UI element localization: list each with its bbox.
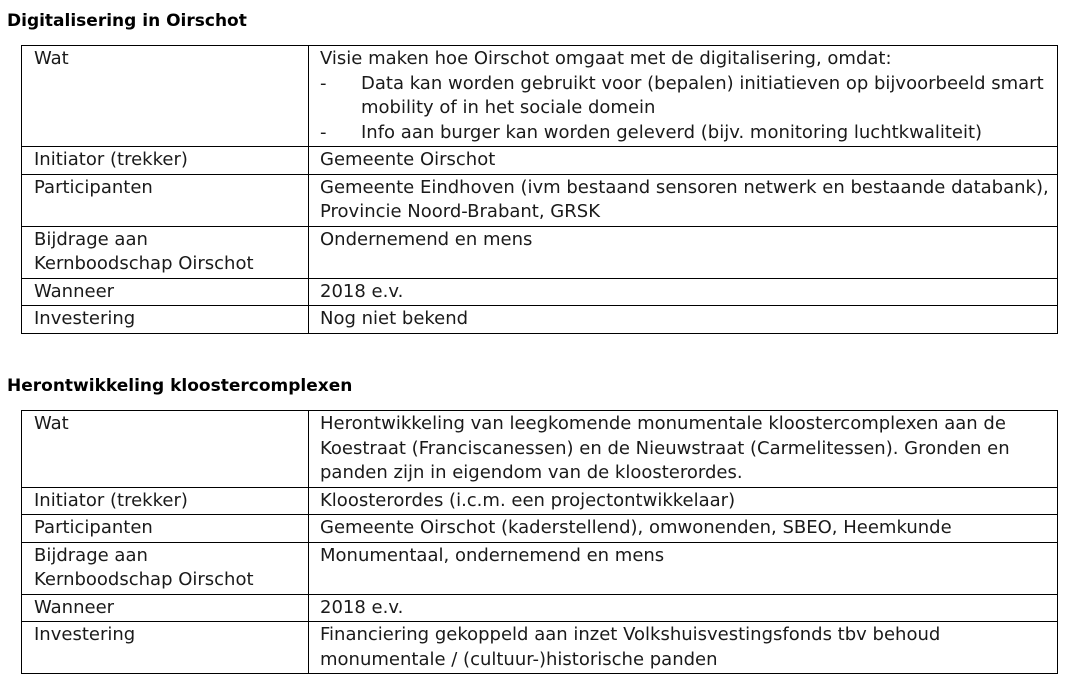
row-label: Wanneer xyxy=(22,594,309,622)
row-label-line: Kernboodschap Oirschot xyxy=(34,569,254,590)
row-value: 2018 e.v. xyxy=(309,278,1058,306)
row-label: Initiator (trekker) xyxy=(22,487,309,515)
row-label-line: Kernboodschap Oirschot xyxy=(34,253,254,274)
table-row-initiator xyxy=(22,487,1058,515)
bullet-dash: - xyxy=(320,121,327,143)
table-row-initiator xyxy=(22,147,1058,175)
table-row-participanten xyxy=(22,515,1058,543)
row-value: Nog niet bekend xyxy=(309,306,1058,334)
row-label xyxy=(22,226,309,278)
bullet-item xyxy=(320,121,1051,146)
table-row-wat xyxy=(22,46,1058,147)
table-row-bijdrage xyxy=(22,226,1058,278)
row-value xyxy=(309,46,1058,147)
row-value: Ondernemend en mens xyxy=(309,226,1058,278)
table-row-wat xyxy=(22,411,1058,488)
bullet-dash: - xyxy=(320,72,327,94)
row-value: 2018 e.v. xyxy=(309,594,1058,622)
row-label: Participanten xyxy=(22,515,309,543)
table-row-bijdrage xyxy=(22,542,1058,594)
table-row-participanten xyxy=(22,174,1058,226)
row-value: Financiering gekoppeld aan inzet Volkshuisvestingsfonds tbv behoud monumentale / (cultuur-)historische panden xyxy=(309,622,1058,674)
row-value: Gemeente Oirschot (kaderstellend), omwonenden, SBEO, Heemkunde xyxy=(309,515,1058,543)
row-label: Wat xyxy=(22,411,309,488)
section-title-digitalisering: Digitalisering in Oirschot xyxy=(7,11,247,31)
bullet-text: Info aan burger kan worden geleverd (bijv. monitoring luchtkwaliteit) xyxy=(361,121,983,143)
wat-intro: Visie maken hoe Oirschot omgaat met de digitalisering, omdat: xyxy=(320,48,892,69)
row-label xyxy=(22,542,309,594)
table-row-wanneer xyxy=(22,594,1058,622)
row-label: Participanten xyxy=(22,174,309,226)
row-label-line: Bijdrage aan xyxy=(34,544,148,566)
row-label: Investering xyxy=(22,306,309,334)
row-value: Gemeente Eindhoven (ivm bestaand sensoren netwerk en bestaande databank), Provincie Noord-Brabant, GRSK xyxy=(309,174,1058,226)
row-value: Gemeente Oirschot xyxy=(309,147,1058,175)
row-label: Initiator (trekker) xyxy=(22,147,309,175)
row-label-line: Bijdrage aan xyxy=(34,228,148,250)
bullet-text: Data kan worden gebruikt voor (bepalen) initiatieven op bijvoorbeeld smart mobility of in het sociale domein xyxy=(361,72,1044,118)
row-value: Herontwikkeling van leegkomende monumentale kloostercomplexen aan de Koestraat (Franciscanessen) en de Nieuwstraat (Carmelitessen). Gronden en panden zijn in eigendom van de kloosterordes. xyxy=(309,411,1058,488)
project-table-herontwikkeling xyxy=(21,410,1058,674)
row-value: Monumentaal, ondernemend en mens xyxy=(309,542,1058,594)
row-value: Kloosterordes (i.c.m. een projectontwikkelaar) xyxy=(309,487,1058,515)
section-title-herontwikkeling: Herontwikkeling kloostercomplexen xyxy=(7,376,353,396)
bullet-item xyxy=(320,72,1051,121)
table-row-wanneer xyxy=(22,278,1058,306)
table-row-investering xyxy=(22,306,1058,334)
row-label: Wanneer xyxy=(22,278,309,306)
row-label: Investering xyxy=(22,622,309,674)
table-row-investering xyxy=(22,622,1058,674)
row-label: Wat xyxy=(22,46,309,147)
project-table-digitalisering xyxy=(21,45,1058,334)
wat-bullet-list xyxy=(320,72,1051,146)
